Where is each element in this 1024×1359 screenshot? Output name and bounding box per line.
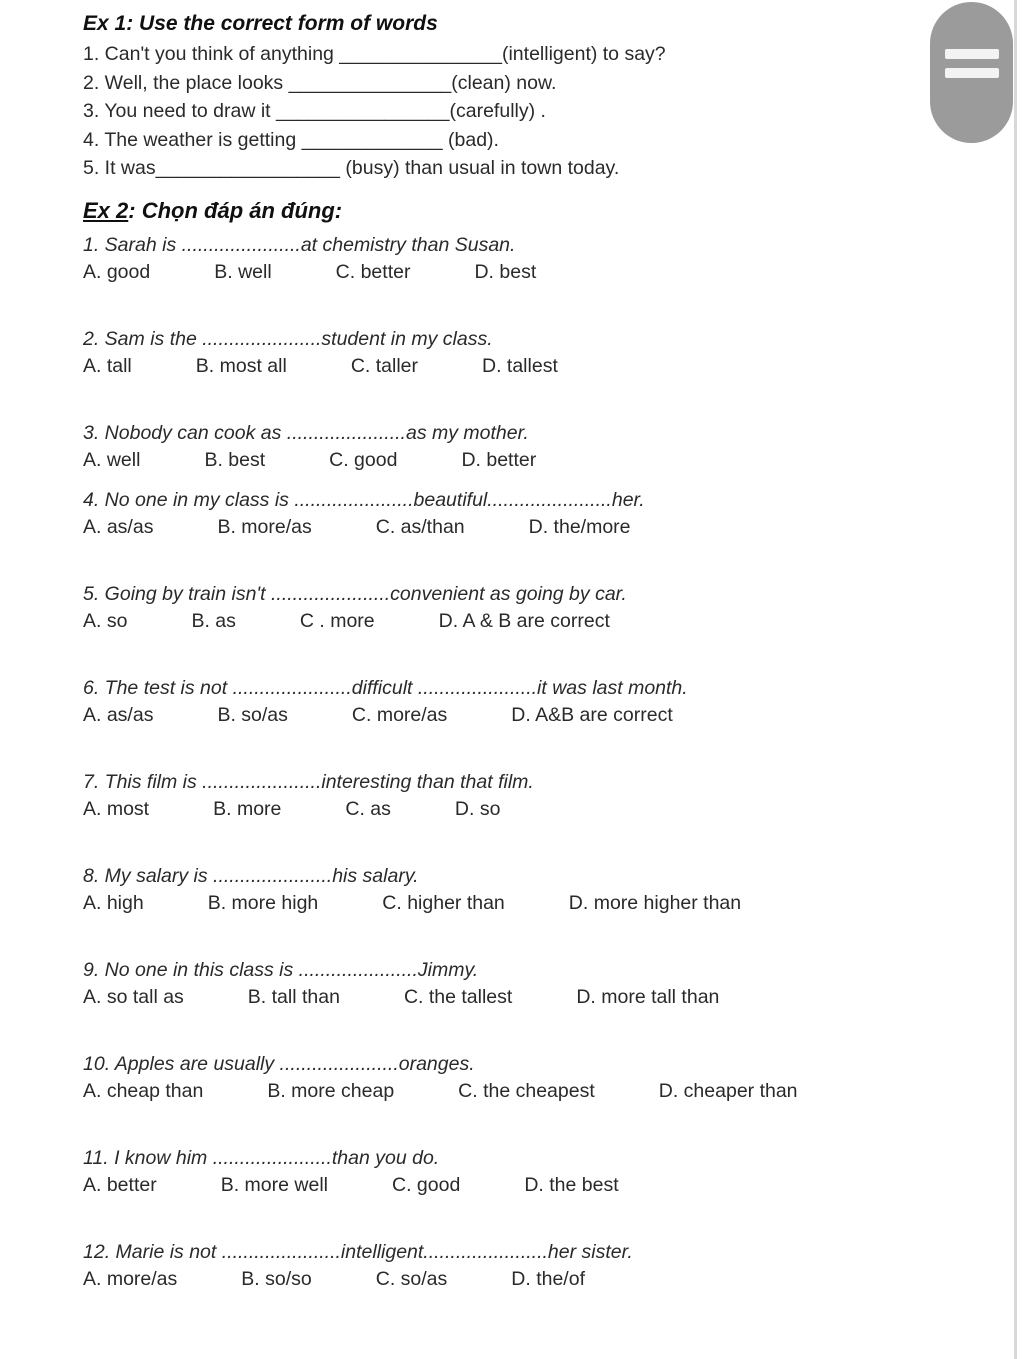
mc-question-block-6 — [83, 675, 963, 729]
mc-option-c: C. as — [345, 797, 391, 820]
mc-option-d: D. the/more — [528, 515, 631, 538]
page-edge-line — [1014, 0, 1017, 1359]
exercise-1-section — [83, 12, 963, 183]
mc-option-d: D. the/of — [511, 1267, 585, 1290]
mc-question-text: 5. Going by train isn't ......................convenient as going by car. — [83, 582, 627, 605]
mc-option-b: B. well — [214, 260, 272, 283]
mc-question-block-4 — [83, 487, 963, 541]
mc-option-d: D. more higher than — [568, 891, 742, 914]
mc-question-block-7 — [83, 769, 963, 823]
mc-option-c: C. so/as — [375, 1267, 448, 1290]
mc-question-block-9 — [83, 957, 963, 1011]
mc-option-a: A. so — [83, 609, 128, 632]
mc-question-text: 6. The test is not ......................difficult ......................it was last month. — [83, 676, 688, 699]
mc-option-b: B. as — [191, 609, 236, 632]
mc-question-text: 2. Sam is the ......................student in my class. — [83, 327, 493, 350]
mc-option-c: C. as/than — [375, 515, 465, 538]
mc-question-text: 9. No one in this class is ......................Jimmy. — [83, 958, 479, 981]
mc-option-d: D. better — [461, 448, 537, 471]
fill-blank-item-5: 5. It was_________________ (busy) than usual in town today. — [83, 157, 620, 179]
mc-option-d: D. the best — [524, 1173, 619, 1196]
fill-blank-item-3: 3. You need to draw it ________________(carefully) . — [83, 100, 546, 122]
mc-question-block-10 — [83, 1051, 963, 1105]
mc-question-block-8 — [83, 863, 963, 917]
mc-question-block-12 — [83, 1239, 963, 1293]
mc-option-c: C. the tallest — [403, 985, 513, 1008]
mc-question-text: 4. No one in my class is ......................beautiful.......................her. — [83, 488, 645, 511]
mc-question-text: 1. Sarah is ......................at chemistry than Susan. — [83, 233, 516, 256]
mc-option-b: B. so/so — [241, 1267, 312, 1290]
mc-option-d: D. A & B are correct — [438, 609, 610, 632]
mc-option-a: A. good — [83, 260, 151, 283]
mc-question-block-5 — [83, 581, 963, 635]
mc-option-c: C. good — [392, 1173, 461, 1196]
scroll-handle[interactable] — [930, 2, 1013, 143]
mc-option-a: A. high — [83, 891, 144, 914]
mc-option-d: D. A&B are correct — [511, 703, 673, 726]
mc-option-c: C. better — [335, 260, 411, 283]
mc-option-d: D. cheaper than — [658, 1079, 798, 1102]
mc-option-b: B. so/as — [217, 703, 288, 726]
mc-question-text: 11. I know him ......................than you do. — [83, 1146, 440, 1169]
mc-option-b: B. most all — [195, 354, 287, 377]
mc-question-block-1 — [83, 232, 963, 286]
fill-blank-item-2: 2. Well, the place looks _______________(clean) now. — [83, 71, 557, 94]
exercise-2-title — [83, 198, 963, 224]
mc-question-block-11 — [83, 1145, 963, 1199]
mc-question-text: 8. My salary is ......................his salary. — [83, 864, 419, 887]
fill-blank-item-1: 1. Can't you think of anything _______________(intelligent) to say? — [83, 43, 666, 65]
mc-option-b: B. more — [213, 797, 282, 820]
mc-option-c: C . more — [299, 609, 375, 632]
mc-option-b: B. more cheap — [267, 1079, 395, 1102]
mc-options-row — [83, 890, 963, 917]
mc-option-b: B. more well — [220, 1173, 328, 1196]
exercise-2-section — [83, 198, 963, 1293]
exercise-2-title-label: Ex 2 — [83, 197, 129, 223]
mc-option-c: C. higher than — [382, 891, 505, 914]
mc-option-b: B. best — [204, 448, 266, 471]
mc-option-a: A. well — [83, 448, 141, 471]
mc-option-d: D. best — [474, 260, 537, 283]
mc-options-row — [83, 702, 963, 729]
mc-question-text: 10. Apples are usually ......................oranges. — [83, 1052, 475, 1075]
mc-option-c: C. more/as — [351, 703, 448, 726]
mc-options-row — [83, 514, 963, 541]
mc-options-row — [83, 1078, 963, 1105]
mc-question-text: 7. This film is ......................interesting than that film. — [83, 770, 534, 793]
mc-options-row — [83, 608, 963, 635]
handle-line-icon — [945, 68, 999, 78]
mc-options-row — [83, 259, 963, 286]
mc-option-d: D. more tall than — [576, 985, 720, 1008]
mc-option-a: A. most — [83, 797, 150, 820]
mc-option-c: C. taller — [350, 354, 418, 377]
mc-option-a: A. so tall as — [83, 985, 184, 1008]
mc-option-b: B. tall than — [247, 985, 340, 1008]
mc-option-c: C. the cheapest — [458, 1079, 595, 1102]
mc-option-b: B. more high — [207, 891, 319, 914]
exercise-1-title: Ex 1: Use the correct form of words — [83, 12, 438, 35]
handle-line-icon — [945, 49, 999, 59]
fill-blank-item-4: 4. The weather is getting _____________ (bad). — [83, 128, 499, 151]
mc-options-row — [83, 1266, 963, 1293]
mc-option-a: A. more/as — [83, 1267, 178, 1290]
mc-option-c: C. good — [329, 448, 398, 471]
mc-option-d: D. tallest — [482, 354, 558, 377]
exercise-2-title-rest: : Chọn đáp án đúng: — [128, 197, 343, 223]
mc-question-block-2 — [83, 326, 963, 380]
mc-options-row — [83, 353, 963, 380]
mc-options-row — [83, 984, 963, 1011]
mc-question-text: 12. Marie is not ......................intelligent.......................her sister. — [83, 1240, 633, 1263]
mc-option-b: B. more/as — [217, 515, 312, 538]
document-page — [83, 12, 963, 1333]
mc-options-row — [83, 796, 963, 823]
mc-option-a: A. as/as — [83, 515, 154, 538]
mc-option-a: A. as/as — [83, 703, 154, 726]
mc-question-text: 3. Nobody can cook as ......................as my mother. — [83, 421, 529, 444]
mc-question-block-3 — [83, 420, 963, 474]
mc-option-a: A. better — [83, 1173, 157, 1196]
mc-option-d: D. so — [454, 797, 501, 820]
mc-option-a: A. cheap than — [83, 1079, 204, 1102]
mc-options-row — [83, 1172, 963, 1199]
mc-option-a: A. tall — [83, 354, 132, 377]
mc-options-row — [83, 447, 963, 474]
